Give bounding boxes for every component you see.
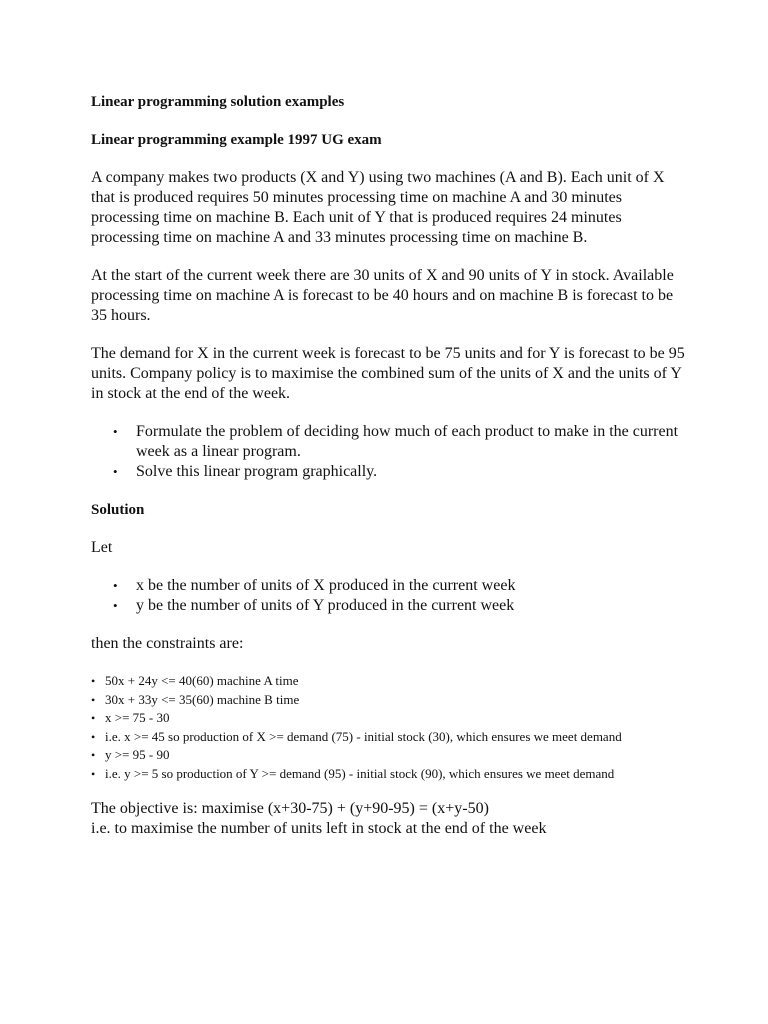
constraints-intro: then the constraints are:	[91, 635, 244, 652]
let-text: Let	[91, 539, 113, 556]
document-page	[91, 92, 691, 839]
constraint-text: y >= 95 - 90	[105, 747, 170, 762]
constraint-item	[91, 691, 691, 710]
task-item: • Formulate the problem of deciding how much of each product to make in the current week as a linear program.	[91, 422, 691, 462]
task-item: • Solve this linear program graphically.	[91, 462, 691, 482]
constraint-text: x >= 75 - 30	[105, 710, 170, 725]
variable-item: • y be the number of units of Y produced in the current week	[91, 596, 691, 616]
constraint-text: 50x + 24y <= 40(60) machine A time	[105, 673, 299, 688]
constraint-item	[91, 728, 691, 747]
constraint-text: i.e. y >= 5 so production of Y >= demand (95) - initial stock (90), which ensures we meet demand	[105, 765, 615, 781]
constraint-item	[91, 672, 691, 691]
objective-line-1: The objective is: maximise (x+30-75) + (y+90-95) = (x+y-50)	[91, 800, 489, 817]
problem-paragraph-1: A company makes two products (X and Y) using two machines (A and B). Each unit of X that is produced requires 50 minutes processing time on machine A and 30 minutes processing time on machine B. Each unit of Y that is produced requires 24 minutes processing time on machine A and 33 minutes processing time on machine B.	[91, 169, 665, 246]
bullet-icon: •	[91, 729, 96, 744]
constraint-text: 30x + 33y <= 35(60) machine B time	[105, 691, 300, 707]
variable-item: • x be the number of units of X produced in the current week	[91, 576, 691, 596]
example-heading: Linear programming example 1997 UG exam	[91, 132, 382, 148]
variable-list	[91, 576, 691, 616]
problem-paragraph-3: The demand for X in the current week is forecast to be 75 units and for Y is forecast to be 95 units. Company policy is to maximise the combined sum of the units of X and the units of Y in stock at the end of the week.	[91, 345, 685, 402]
constraint-item	[91, 709, 691, 728]
bullet-icon: •	[91, 711, 96, 725]
bullet-icon: •	[91, 748, 96, 762]
task-list	[91, 422, 691, 482]
document-title: Linear programming solution examples	[91, 94, 345, 110]
constraint-item	[91, 765, 691, 784]
bullet-icon: •	[91, 692, 96, 707]
constraint-item	[91, 746, 691, 765]
problem-paragraph-2: At the start of the current week there are 30 units of X and 90 units of Y in stock. Available processing time on machine A is forecast to be 40 hours and on machine B is forecast to be 35 hours.	[91, 267, 674, 324]
solution-heading: Solution	[91, 502, 145, 518]
bullet-icon: •	[91, 766, 96, 781]
constraint-text: i.e. x >= 45 so production of X >= demand (75) - initial stock (30), which ensures we meet demand	[105, 728, 622, 744]
bullet-icon: •	[91, 674, 96, 688]
constraint-list	[91, 672, 691, 783]
objective-line-2: i.e. to maximise the number of units left in stock at the end of the week	[91, 820, 547, 837]
